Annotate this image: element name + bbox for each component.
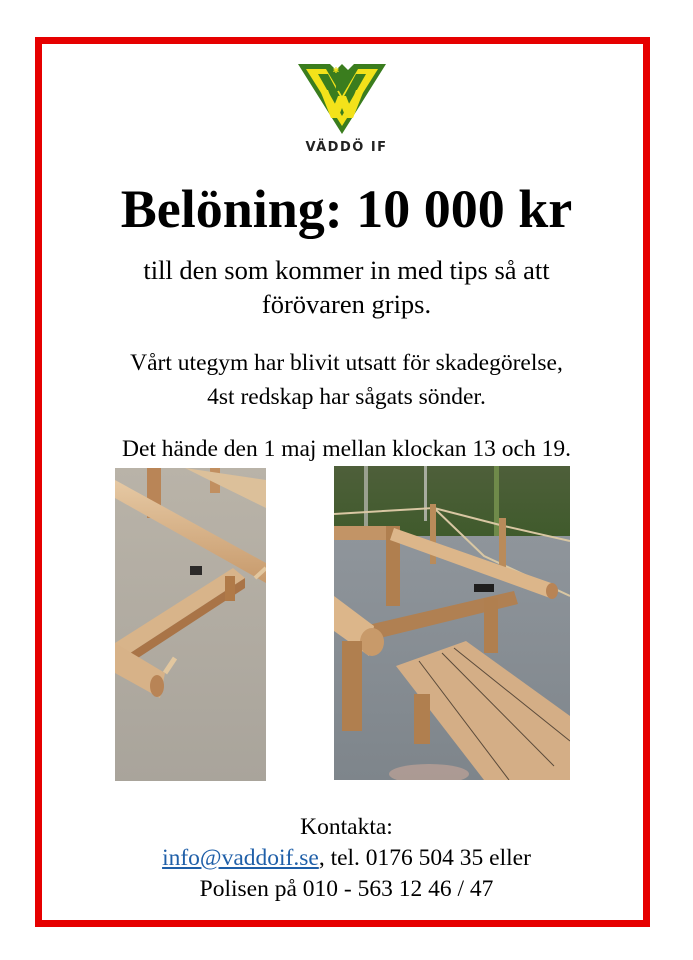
contact-heading: Kontakta:	[300, 814, 393, 840]
police-contact: Polisen på 010 - 563 12 46 / 47	[199, 876, 494, 902]
phone-text: , tel. 0176 504 35 eller	[318, 845, 531, 871]
vaddo-if-logo	[296, 60, 388, 136]
incident-time: Det hände den 1 maj mellan klockan 13 och 19.	[122, 436, 571, 462]
reward-subtitle	[0, 253, 693, 321]
contact-line	[0, 843, 693, 874]
reward-title: Belöning: 10 000 kr	[120, 179, 573, 239]
club-name: VÄDDÖ IF	[305, 140, 388, 155]
description-line: 4st redskap har sågats sönder.	[207, 384, 486, 410]
email-link[interactable]: info@vaddoif.se	[162, 845, 319, 871]
logo-star: ✱	[332, 66, 340, 75]
damage-photo-1	[115, 468, 266, 781]
subtitle-line: till den som kommer in med tips så att	[143, 255, 550, 285]
logo-if-letters: IF	[334, 79, 350, 95]
subtitle-line: förövaren grips.	[261, 289, 432, 319]
contact-section	[0, 812, 693, 905]
description-line: Vårt utegym har blivit utsatt för skadegörelse,	[130, 350, 563, 376]
damage-description	[0, 346, 693, 414]
damage-photo-2	[334, 466, 570, 780]
